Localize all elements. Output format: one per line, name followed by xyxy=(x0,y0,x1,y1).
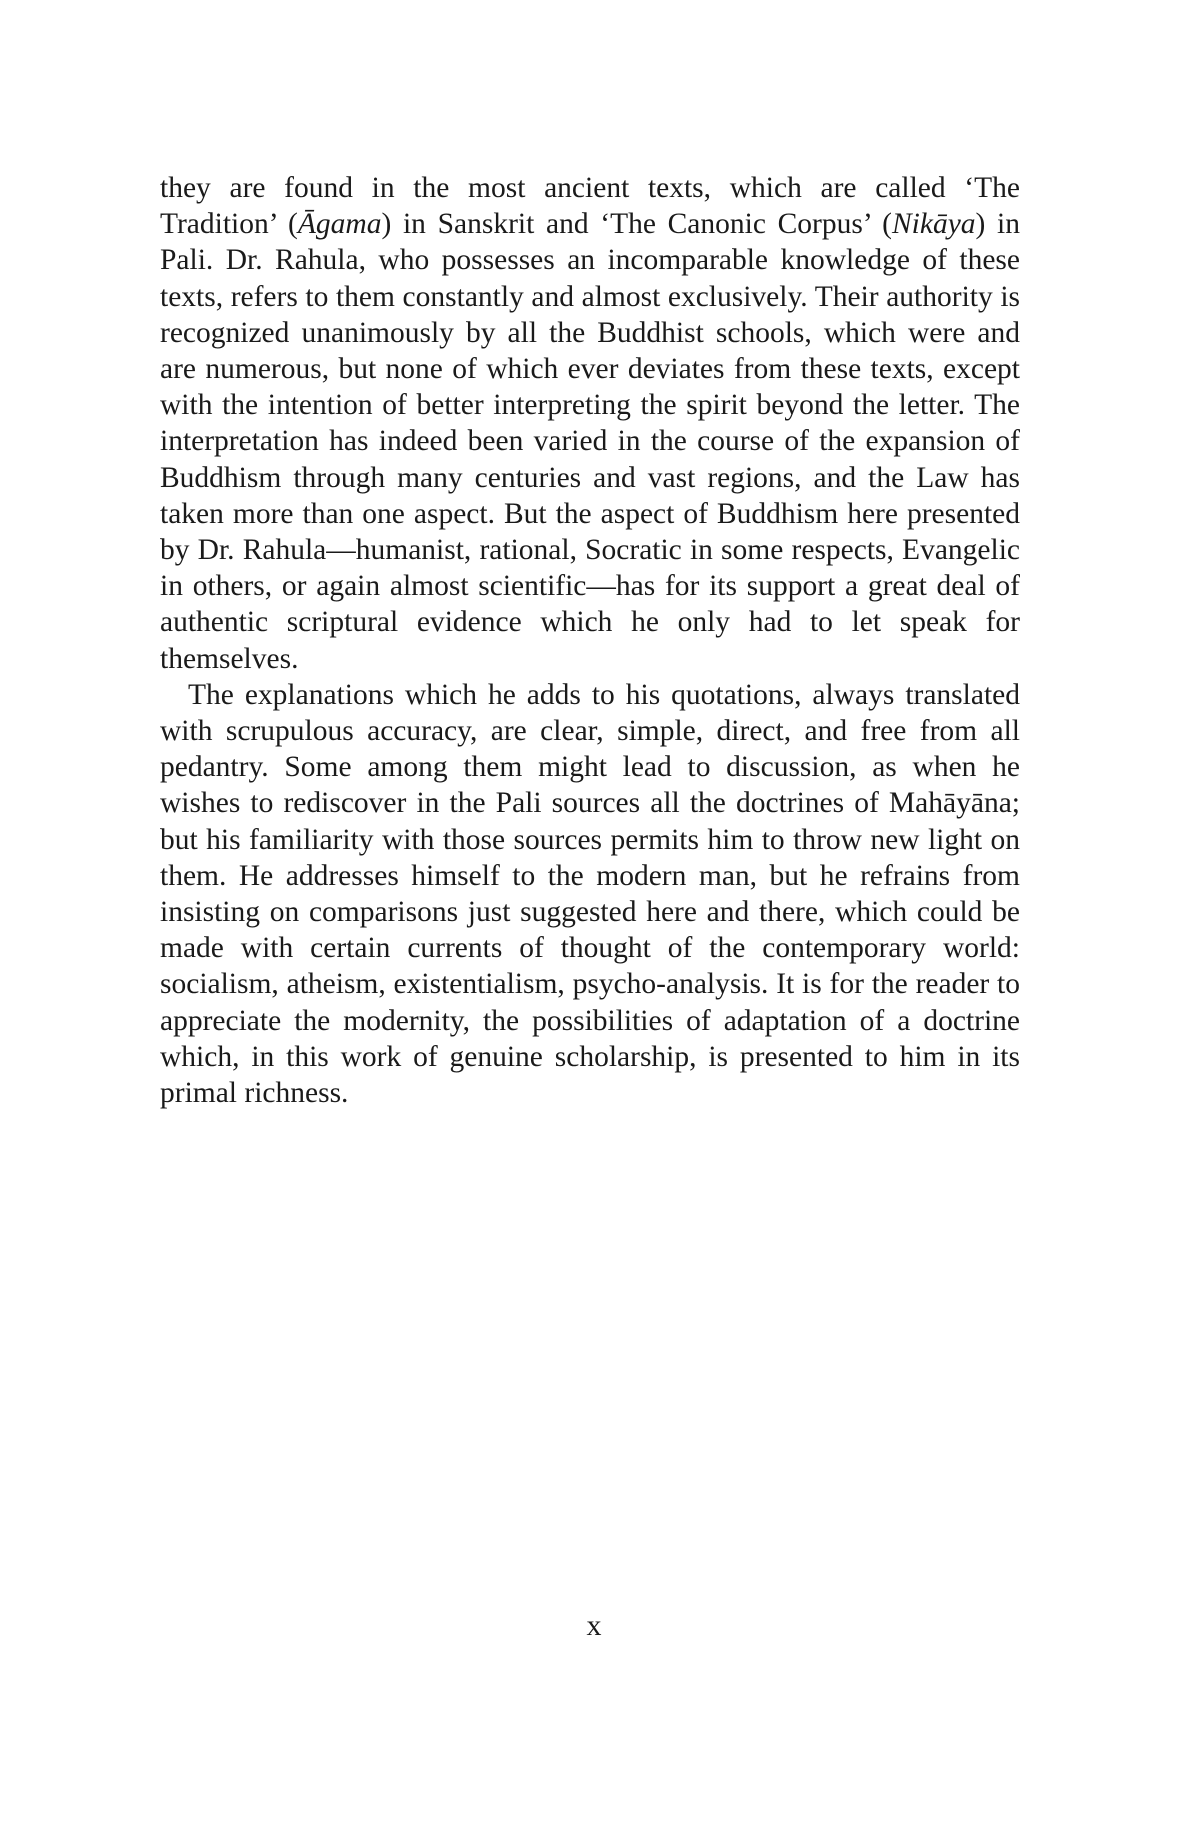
page-number: x xyxy=(586,1609,602,1642)
term-agama: Āgama xyxy=(297,208,382,241)
paragraph-1 xyxy=(160,170,1020,677)
term-nikaya: Nikāya xyxy=(891,208,976,241)
paragraph-2-text: The explanations which he adds to his quotations, always translated with scrupulous accuracy, are clear, simple, direct, and free from all pedantry. Some among them might lead to discussion, as when he wishes to rediscover in the Pali sources all the doctrines of Mahāyāna; but his familiarity with those sources permits him to throw new light on them. He addresses himself to the modern man, but he refrains from insisting on comparisons just suggested here and there, which could be made with certain currents of thought of the contemporary world: socialism, atheism, existentialism, psycho-analysis. It is for the reader to appreciate the modernity, the possibilities of adaptation of a doctrine which, in this work of genuine scholarship, is presented to him in its primal richness. xyxy=(160,678,1020,1110)
paragraph-1-text: ) in Pali. Dr. Rahula, who possesses an incomparable knowledge of these texts, refers to them constantly and almost exclusively. Their authority is recognized unanimously by all the Buddhist schools, which were and are numerous, but none of which ever deviates from these texts, except with the intention of better interpreting the spirit beyond the letter. The interpretation has indeed been varied in the course of the expansion of Buddhism through many centuries and vast regions, and the Law has taken more than one aspect. But the aspect of Buddhism here presented by Dr. Rahula—humanist, rational, Socratic in some respects, Evangelic in others, or again almost scientific—has for its support a great deal of authentic scriptural evidence which he only had to let speak for themselves. xyxy=(160,208,1020,675)
paragraph-1-text: they are found in the most ancient texts, which are called ‘The Tradition’ ( xyxy=(160,172,1020,241)
paragraph-1-text: ) in Sanskrit and ‘The Canonic Corpus’ ( xyxy=(381,208,892,241)
body-text xyxy=(160,170,1020,1111)
paragraph-2 xyxy=(160,677,1020,1111)
